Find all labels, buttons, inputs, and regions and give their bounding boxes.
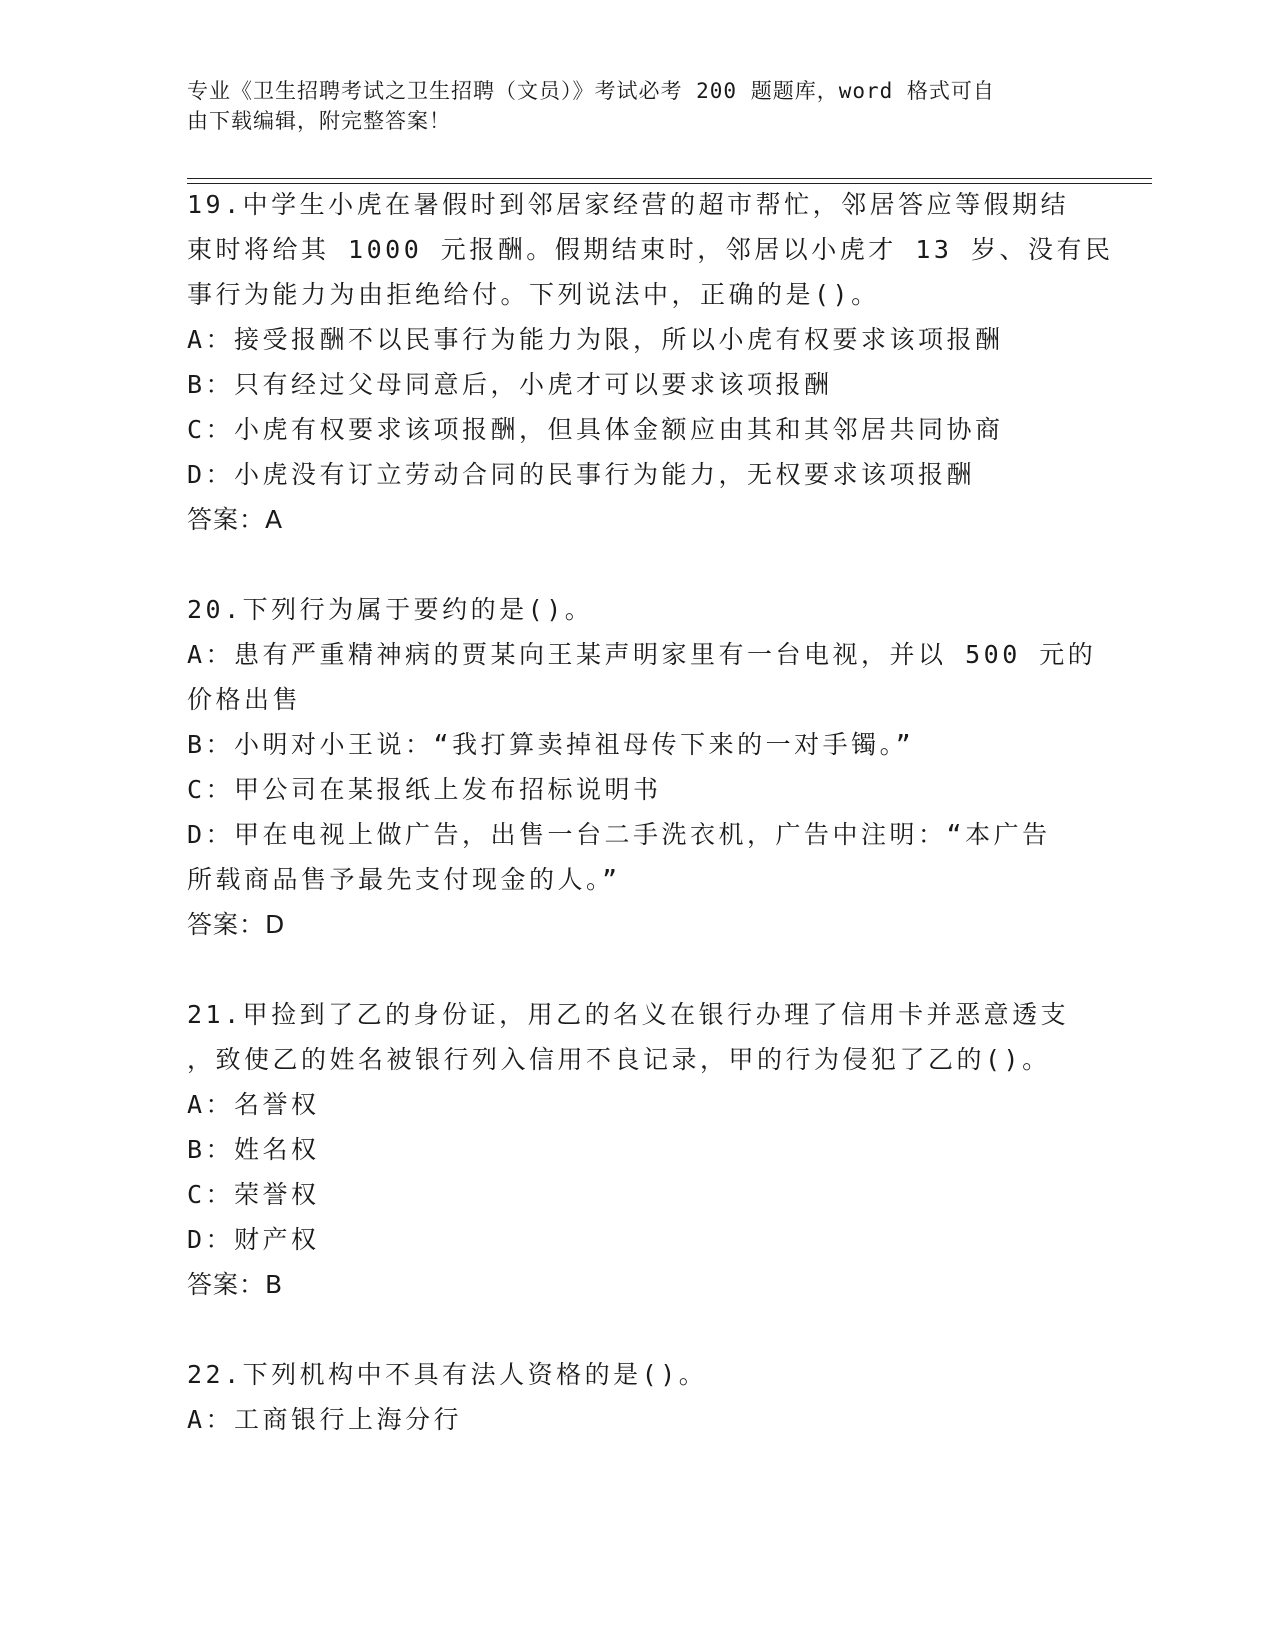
question-19-option-b: B：只有经过父母同意后，小虎才可以要求该项报酬 <box>187 370 833 399</box>
question-20-option-d-line-2: 所载商品售予最先支付现金的人。” <box>187 865 621 894</box>
header-divider-top <box>187 178 1152 179</box>
question-21-stem-line-1: 21.甲捡到了乙的身份证，用乙的名义在银行办理了信用卡并恶意透支 <box>187 1000 1070 1029</box>
question-21-stem-line-2: ，致使乙的姓名被银行列入信用不良记录，甲的行为侵犯了乙的()。 <box>187 1045 1051 1074</box>
question-20-stem-line-1: 20.下列行为属于要约的是()。 <box>187 595 594 624</box>
question-20-option-a-line-2: 价格出售 <box>187 685 302 714</box>
question-19-stem-line-1: 19.中学生小虎在暑假时到邻居家经营的超市帮忙，邻居答应等假期结 <box>187 190 1070 219</box>
question-20-option-b: B：小明对小王说：“我打算卖掉祖母传下来的一对手镯。” <box>187 730 915 759</box>
question-19-option-c: C：小虎有权要求该项报酬，但具体金额应由其和其邻居共同协商 <box>187 415 1004 444</box>
question-21-option-d: D：财产权 <box>187 1225 320 1254</box>
question-22-stem-line-1: 22.下列机构中不具有法人资格的是()。 <box>187 1360 708 1389</box>
header-title-line-2: 由下载编辑，附完整答案！ <box>187 109 451 133</box>
header-title-line-1: 专业《卫生招聘考试之卫生招聘（文员）》考试必考 200 题题库，word 格式可自 <box>187 79 995 103</box>
question-19-option-a: A：接受报酬不以民事行为能力为限，所以小虎有权要求该项报酬 <box>187 325 1004 354</box>
question-19-answer: 答案：A <box>187 505 284 534</box>
question-20-option-c: C：甲公司在某报纸上发布招标说明书 <box>187 775 662 804</box>
question-19-option-d: D：小虎没有订立劳动合同的民事行为能力，无权要求该项报酬 <box>187 460 976 489</box>
question-20-option-a-line-1: A：患有严重精神病的贾某向王某声明家里有一台电视，并以 500 元的 <box>187 640 1097 669</box>
question-19-stem-line-2: 束时将给其 1000 元报酬。假期结束时，邻居以小虎才 13 岁、没有民 <box>187 235 1114 264</box>
question-21-option-a: A：名誉权 <box>187 1090 320 1119</box>
question-21-option-c: C：荣誉权 <box>187 1180 320 1209</box>
question-21-answer: 答案：B <box>187 1270 284 1299</box>
question-21-option-b: B：姓名权 <box>187 1135 320 1164</box>
question-19-stem-line-3: 事行为能力为由拒绝给付。下列说法中，正确的是()。 <box>187 280 880 309</box>
question-20-answer: 答案：D <box>187 910 286 939</box>
question-20-option-d-line-1: D：甲在电视上做广告，出售一台二手洗衣机，广告中注明：“本广告 <box>187 820 1051 849</box>
question-22-option-a: A：工商银行上海分行 <box>187 1405 463 1434</box>
